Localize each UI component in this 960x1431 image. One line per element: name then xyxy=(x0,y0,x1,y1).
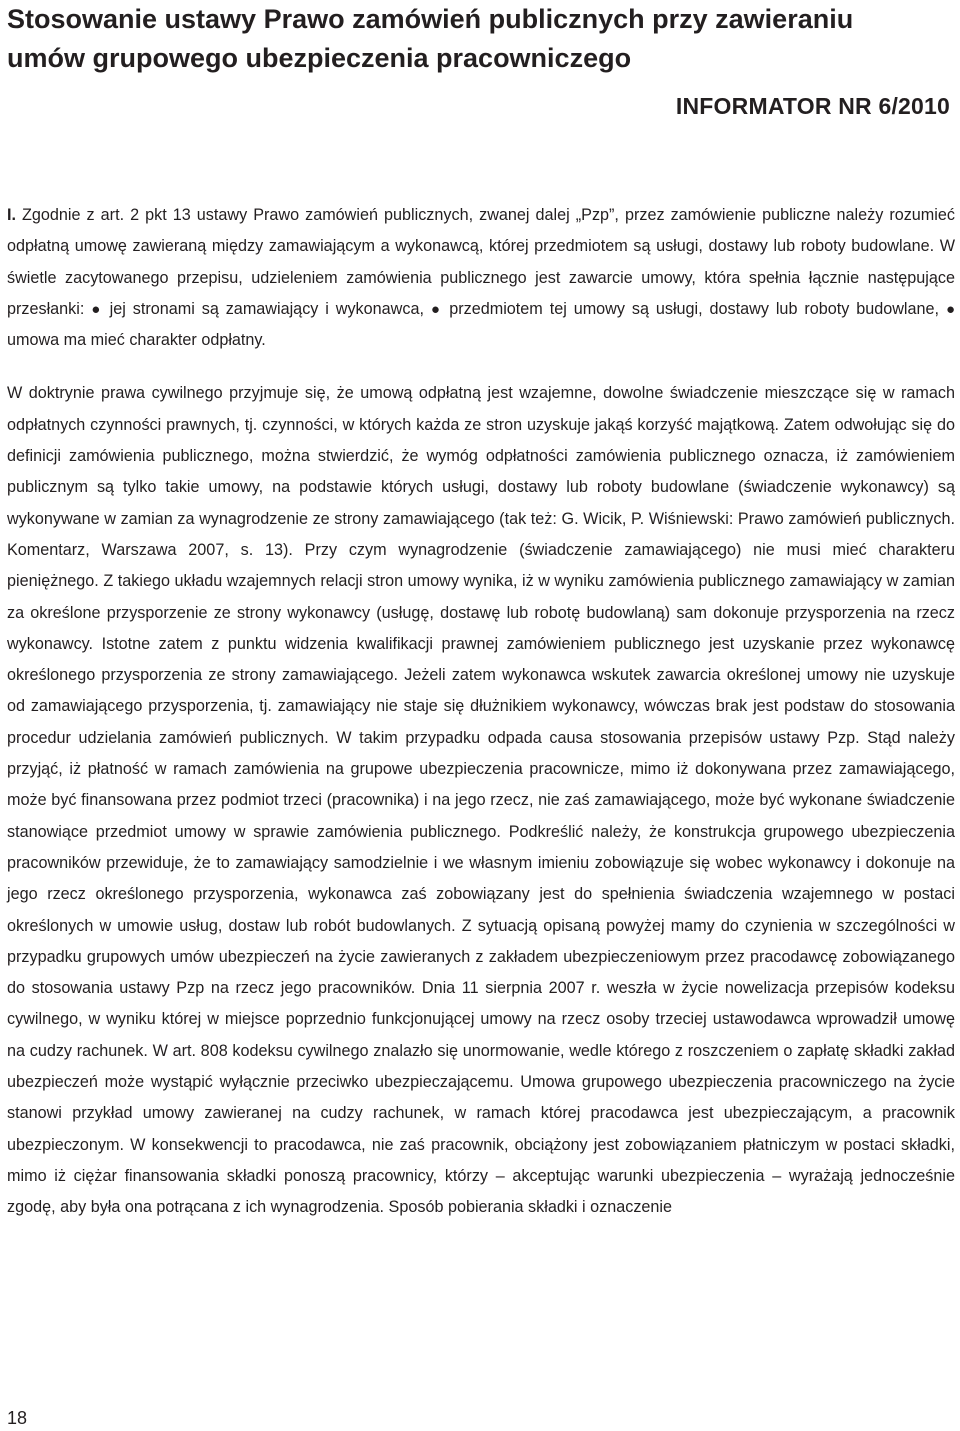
document-title-line-1: Stosowanie ustawy Prawo zamówień publicznych przy zawieraniu xyxy=(7,4,854,34)
body-text xyxy=(7,200,955,1224)
bullet-icon: ● xyxy=(430,300,443,318)
issue-label: INFORMATOR NR 6/2010 xyxy=(675,93,950,119)
paragraph-1-part-c: przedmiotem tej umowy są usługi, dostawy lub roboty budowlane, xyxy=(442,299,946,318)
paragraph-1-part-a: Zgodnie z art. 2 pkt 13 ustawy Prawo zamówień publicznych, zwanej dalej „Pzp”, przez zamówienie publiczne należy rozumieć odpłatną umowę zawieraną między zamawiającym a wykonawcą, której przedmiotem są usługi, dostawy lub roboty budowlane. W świetle zacytowanego przepisu, udzieleniem zamówienia publicznego jest zawarcie umowy, która spełnia łącznie następujące przesłanki: xyxy=(7,206,955,318)
page-number: 18 xyxy=(7,1408,28,1428)
document-title xyxy=(7,0,952,78)
paragraph-1-part-b: jej stronami są zamawiający i wykonawca, xyxy=(102,299,431,318)
paragraph-2: W doktrynie prawa cywilnego przyjmuje się, że umową odpłatną jest wzajemne, dowolne świadczenie mieszczące się w ramach odpłatnych czynności prawnych, tj. czynności, w których każda ze stron uzyskuje jakąś korzyść majątkową. Zatem odwołując się do definicji zamówienia publicznego, można stwierdzić, że wymóg odpłatności zamówienia publicznego oznacza, iż zamówieniem publicznym są tylko takie umowy, na podstawie których usługi, dostawy lub roboty budowlane (świadczenie wykonawcy) są wykonywane w zamian za wynagrodzenie ze strony zamawiającego (tak też: G. Wicik, P. Wiśniewski: Prawo zamówień publicznych. Komentarz, Warszawa 2007, s. 13). Przy czym wynagrodzenie (świadczenie zamawiającego) nie musi mieć charakteru pieniężnego. Z takiego układu wzajemnych relacji stron umowy wynika, iż w wyniku zamówienia publicznego zamawiający w zamian za określone przysporzenie ze strony wykonawcy (usługę, dostawę lub robotę budowlaną) sam dokonuje przysporzenia na rzecz wykonawcy. Istotne zatem z punktu widzenia kwalifikacji prawnej zamówieniem publicznego jest uzyskanie przez wykonawcę określonego przysporzenia ze strony zamawiającego. Jeżeli zatem wykonawca wskutek zawarcia określonej umowy nie uzyskuje od zamawiającego przysporzenia, tj. zamawiający nie staje się dłużnikiem wykonawcy, wówczas brak jest podstaw do stosowania procedur udzielania zamówień publicznych. W takim przypadku odpada causa stosowania przepisów ustawy Pzp. Stąd należy przyjąć, iż płatność w ramach zamówienia na grupowe ubezpieczenia pracownicze, mimo iż dokonywana przez zamawiającego, może być finansowana przez podmiot trzeci (pracownika) i na jego rzecz, nie zaś zamawiającego, może być wykonane świadczenie stanowiące przedmiot umowy w sprawie zamówienia publicznego. Podkreślić należy, że konstrukcja grupowego ubezpieczenia pracowników przewiduje, że to zamawiający samodzielnie i we własnym imieniu zobowiązuje się wobec wykonawcy i dokonuje na jego rzecz określonego przysporzenia, wykonawca zaś zobowiązany jest do spełnienia świadczenia wzajemnego w postaci określonych w umowie usług, dostaw lub robót budowlanych. Z sytuacją opisaną powyżej mamy do czynienia w szczególności w przypadku grupowych umów ubezpieczeń na życie zawieranych z zakładem ubezpieczeniowym przez pracodawcę zobowiązanego do stosowania ustawy Pzp na rzecz jego pracowników. Dnia 11 sierpnia 2007 r. weszła w życie nowelizacja przepisów kodeksu cywilnego, w wyniku której w miejsce poprzednio funkcjonującej umowy na rzecz osoby trzeciej ustawodawca wprowadził umowę na cudzy rachunek. W art. 808 kodeksu cywilnego znalazło się unormowanie, wedle którego z roszczeniem o zapłatę składki zakład ubezpieczeń może wystąpić wyłącznie przeciwko ubezpieczającemu. Umowa grupowego ubezpieczenia pracowniczego na życie stanowi przykład umowy zawieranej na cudzy rachunek, w ramach której pracodawca jest ubezpieczającym, a pracownik ubezpieczonym. W konsekwencji to pracodawca, nie zaś pracownik, obciążony jest zobowiązaniem płatniczym w postaci składki, mimo iż ciężar finansowania składki ponoszą pracownicy, którzy – akceptując warunki ubezpieczenia – wyrażają jednocześnie zgodę, aby była ona potrącana z ich wynagrodzenia. Sposób pobierania składki i oznaczenie xyxy=(7,384,955,1217)
bullet-icon: ● xyxy=(945,300,956,318)
paragraph-1 xyxy=(7,200,955,356)
section-number: I. xyxy=(7,206,16,224)
bullet-icon: ● xyxy=(91,300,103,318)
document-title-line-2: umów grupowego ubezpieczenia pracowniczego xyxy=(7,43,632,73)
paragraph-1-part-d: umowa ma mieć charakter odpłatny. xyxy=(7,331,266,350)
